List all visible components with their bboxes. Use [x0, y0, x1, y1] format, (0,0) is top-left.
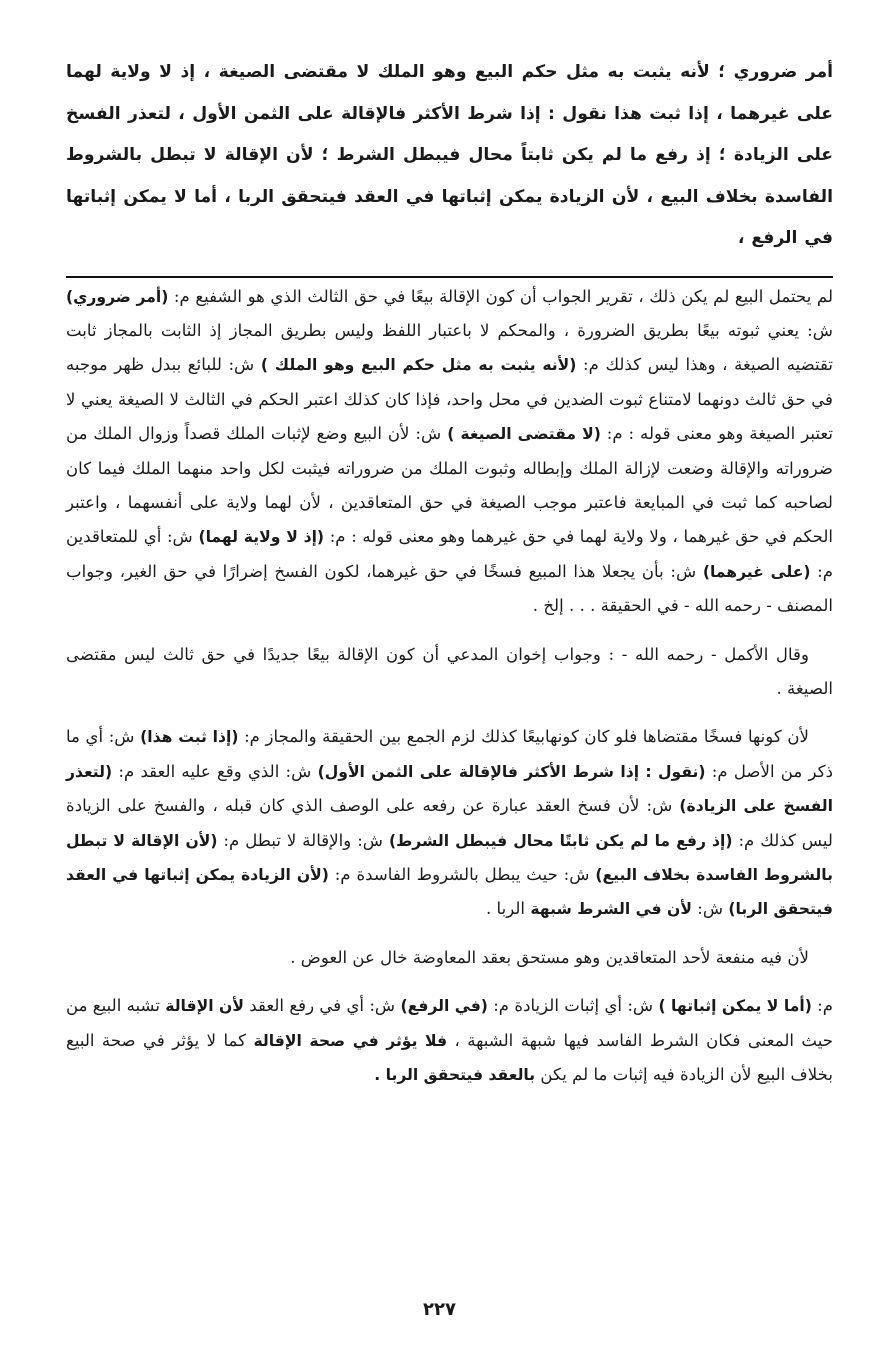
quoted-matn: (على غيرهما): [702, 562, 811, 581]
commentary-text: الربا .: [486, 899, 531, 919]
quoted-matn: (لا مقتضى الصيغة ): [447, 425, 601, 444]
quoted-matn: (نقول : إذا شرط الأكثر فالإقالة على الثمن الأول): [317, 762, 706, 781]
commentary-text: كما لا يؤثر في صحة البيع بخلاف البيع لأن الزيادة فيه إثبات ما لم يكن: [66, 1030, 833, 1085]
commentary-text: ش: أي للمتعاقدين م:: [66, 527, 833, 581]
commentary: [66, 280, 833, 1093]
quoted-matn: (لأن الإقالة لا تبطل بالشروط الفاسدة بخلاف البيع): [66, 831, 833, 884]
quoted-matn: (أما لا يمكن إثباتها ): [658, 997, 812, 1016]
page-number: ٢٢٧: [423, 1299, 456, 1320]
document-page: [66, 52, 833, 1367]
commentary-text: ش: للبائع ببدل ظهر موجبه في حق ثالث دونهما لامتناع ثبوت الضدين في محل واحد، فإذا كان كذلك اعتبر الحكم في الثالث لا الصيغة يعني لا تعتبر الصيغة وهو معنى قوله : م:: [66, 355, 833, 444]
commentary-text: ش: أي ما ذكر من الأصل م:: [66, 727, 833, 781]
commentary-text: لم يحتمل البيع لم يكن ذلك ، تقرير الجواب أن كون الإقالة بيعًا في حق الثالث الذي هو الشفيع م:: [168, 286, 834, 306]
main-text: أمر ضروري ؛ لأنه يثبت به مثل حكم البيع وهو الملك لا مقتضى الصيغة ، إذ لا ولاية لهما على غيرهما ، إذا ثبت هذا نقول : إذا شرط الأكثر فالإقالة على الثمن الأول ، لتعذر الفسخ على الزيادة ؛ إذ رفع ما لم يكن ثابتاً محال فيبطل الشرط ؛ لأن الإقالة لا تبطل بالشروط الفاسدة بخلاف البيع ، لأن الزيادة يمكن إثباتها في العقد فيتحقق الربا ، أما لا يمكن إثباتها في الرفع ،: [66, 62, 833, 248]
quoted-matn: لأن في الشرط شبهة: [530, 900, 692, 919]
quoted-matn: (في الرفع): [400, 997, 488, 1016]
commentary-text: ش: حيث يبطل بالشروط الفاسدة م:: [328, 865, 596, 884]
commentary-text: ش: والإقالة لا تبطل م:: [217, 830, 389, 850]
quoted-matn: بالعقد فيتحقق الربا .: [374, 1066, 536, 1085]
commentary-text: م:: [811, 996, 833, 1016]
commentary-text: ش:: [691, 899, 729, 919]
commentary-paragraph-5: [66, 989, 833, 1092]
commentary-text: لأن كونها فسخًا مقتضاها فلو كان كونهابيعًا كذلك لزم الجمع بين الحقيقة والمجاز م:: [238, 727, 809, 747]
commentary-text: ش: يعني ثبوته بيعًا بطريق الضرورة ، والمحكم لا باعتبار اللفظ وليس بطريق المجاز إذ الثابت بالمجاز ثابت تقتضيه الصيغة ، وهذا ليس كذلك م:: [66, 320, 834, 375]
quoted-matn: (لأن الزيادة يمكن إثباتها في العقد فيتحقق الربا): [66, 866, 833, 919]
commentary-paragraph-1: [66, 280, 833, 624]
commentary-text: ش: بأن يجعلا هذا المبيع فسخًا في حق غيرهما، لكون الفسخ إضرارًا في حق الغير، وجواب المصنف - رحمه الله - في الحقيقة . . . إلخ .: [66, 561, 833, 616]
commentary-paragraph-3: [66, 720, 833, 926]
quoted-matn: لأن الإقالة: [165, 997, 244, 1016]
quoted-matn: (لأنه يثبت به مثل حكم البيع وهو الملك ): [260, 356, 577, 375]
commentary-text: ش: أي إثبات الزيادة م:: [487, 996, 659, 1016]
quoted-matn: (أمر ضروري): [66, 287, 169, 306]
commentary-paragraph-2: وقال الأكمل - رحمه الله - : وجواب إخوان المدعي أن كون الإقالة بيعًا جديدًا في حق ثالث ليس مقتضى الصيغة .: [66, 644, 833, 698]
separator-rule: [66, 276, 833, 278]
commentary-paragraph-4: لأن فيه منفعة لأحد المتعاقدين وهو مستحق بعقد المعاوضة خال عن العوض .: [290, 947, 809, 967]
quoted-matn: (إذ لا ولاية لهما): [198, 528, 325, 547]
quoted-matn: (لتعذر الفسخ على الزيادة): [66, 762, 833, 816]
commentary-text: ش: لأن البيع وضع لإثبات الملك قصداً وزوال الملك من ضروراته والإقالة وضعت لإزالة الملك وإبطاله وثبوت الملك من ضروراته فيثبت لكل واحد منهما الملك فيما كان لصاحبه كما ثبت في المبايعة فاعتبر موجب الصيغة في حق المتعاقدين ، لأن لهما ولاية على أنفسهما ، واعتبر الحكم في حق غيرهما ، ولا ولاية لهما في حق غيرهما وهو معنى قوله : م:: [66, 424, 834, 547]
commentary-text: ش: أي في رفع العقد: [243, 996, 401, 1016]
commentary-text: ش: الذي وقع عليه العقد م:: [112, 761, 318, 781]
quoted-matn: (إذ رفع ما لم يكن ثابتًا محال فيبطل الشرط): [388, 831, 733, 850]
commentary-text: تشبه البيع من حيث المعنى فكان الشرط الفاسد فيها شبهة الشبهة ،: [66, 996, 833, 1050]
quoted-matn: فلا يؤثر في صحة الإقالة: [253, 1031, 448, 1050]
quoted-matn: (إذا ثبت هذا): [140, 728, 239, 747]
commentary-text: ش: لأن فسخ العقد عبارة عن رفعه على الوصف الذي كان قبله ، والفسخ على الزيادة ليس كذلك م:: [66, 796, 833, 850]
